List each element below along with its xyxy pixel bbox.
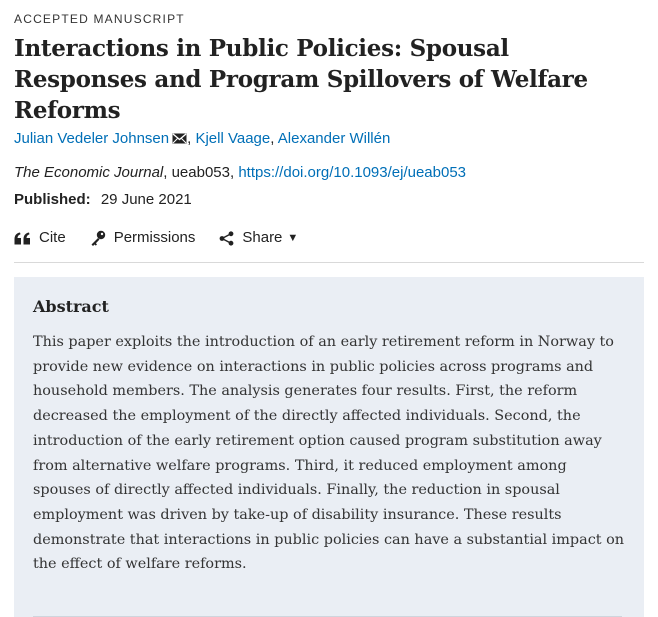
author-separator: , bbox=[187, 130, 192, 147]
citation-line bbox=[14, 163, 644, 183]
permissions-button[interactable] bbox=[90, 228, 196, 248]
article-toolbar bbox=[14, 228, 644, 263]
published-label: Published: bbox=[14, 191, 91, 208]
abstract-section bbox=[14, 277, 644, 617]
cite-label: Cite bbox=[39, 229, 66, 246]
article-header bbox=[14, 0, 644, 617]
author-separator: , bbox=[270, 130, 275, 147]
author-link-willen[interactable]: Alexander Willén bbox=[277, 130, 391, 147]
share-label: Share bbox=[242, 229, 283, 246]
abstract-heading: Abstract bbox=[33, 297, 109, 316]
share-icon bbox=[219, 231, 234, 246]
journal-name: The Economic Journal bbox=[14, 164, 164, 181]
article-id: , ueab053, bbox=[163, 164, 239, 181]
quote-icon bbox=[14, 232, 31, 245]
doi-link[interactable]: https://doi.org/10.1093/ej/ueab053 bbox=[238, 164, 467, 181]
published-date: 29 June 2021 bbox=[100, 191, 192, 208]
cite-button[interactable] bbox=[14, 228, 66, 248]
permissions-label: Permissions bbox=[113, 229, 196, 246]
manuscript-tag: ACCEPTED MANUSCRIPT bbox=[14, 12, 185, 26]
mail-icon[interactable] bbox=[172, 130, 187, 150]
abstract-text: This paper exploits the introduction of an early retirement reform in Norway to provide new evidence on interactions in public policies across programs and household members. The analysis generates four results. First, the reform decreased the employment of the directly affected individuals. Second, the introduction of the early retirement option caused program substitution away from alternative welfare programs. Third, it reduced employment among spouses of directly affected individuals. Finally, the reduction in spousal employment was driven by take-up of disability insurance. These results demonstrate that interactions in public policies can have a substantial impact on the effect of welfare reforms. bbox=[33, 334, 625, 573]
published-line bbox=[14, 190, 644, 210]
share-button[interactable] bbox=[219, 228, 298, 248]
caret-down-icon: ▼ bbox=[287, 232, 299, 244]
key-icon bbox=[90, 230, 106, 246]
author-list bbox=[14, 129, 644, 150]
article-title: Interactions in Public Policies: Spousal Responses and Program Spillovers of Welfare Reforms bbox=[14, 35, 588, 124]
author-link-johnsen[interactable]: Julian Vedeler Johnsen bbox=[14, 130, 170, 147]
author-link-vaage[interactable]: Kjell Vaage bbox=[195, 130, 271, 147]
